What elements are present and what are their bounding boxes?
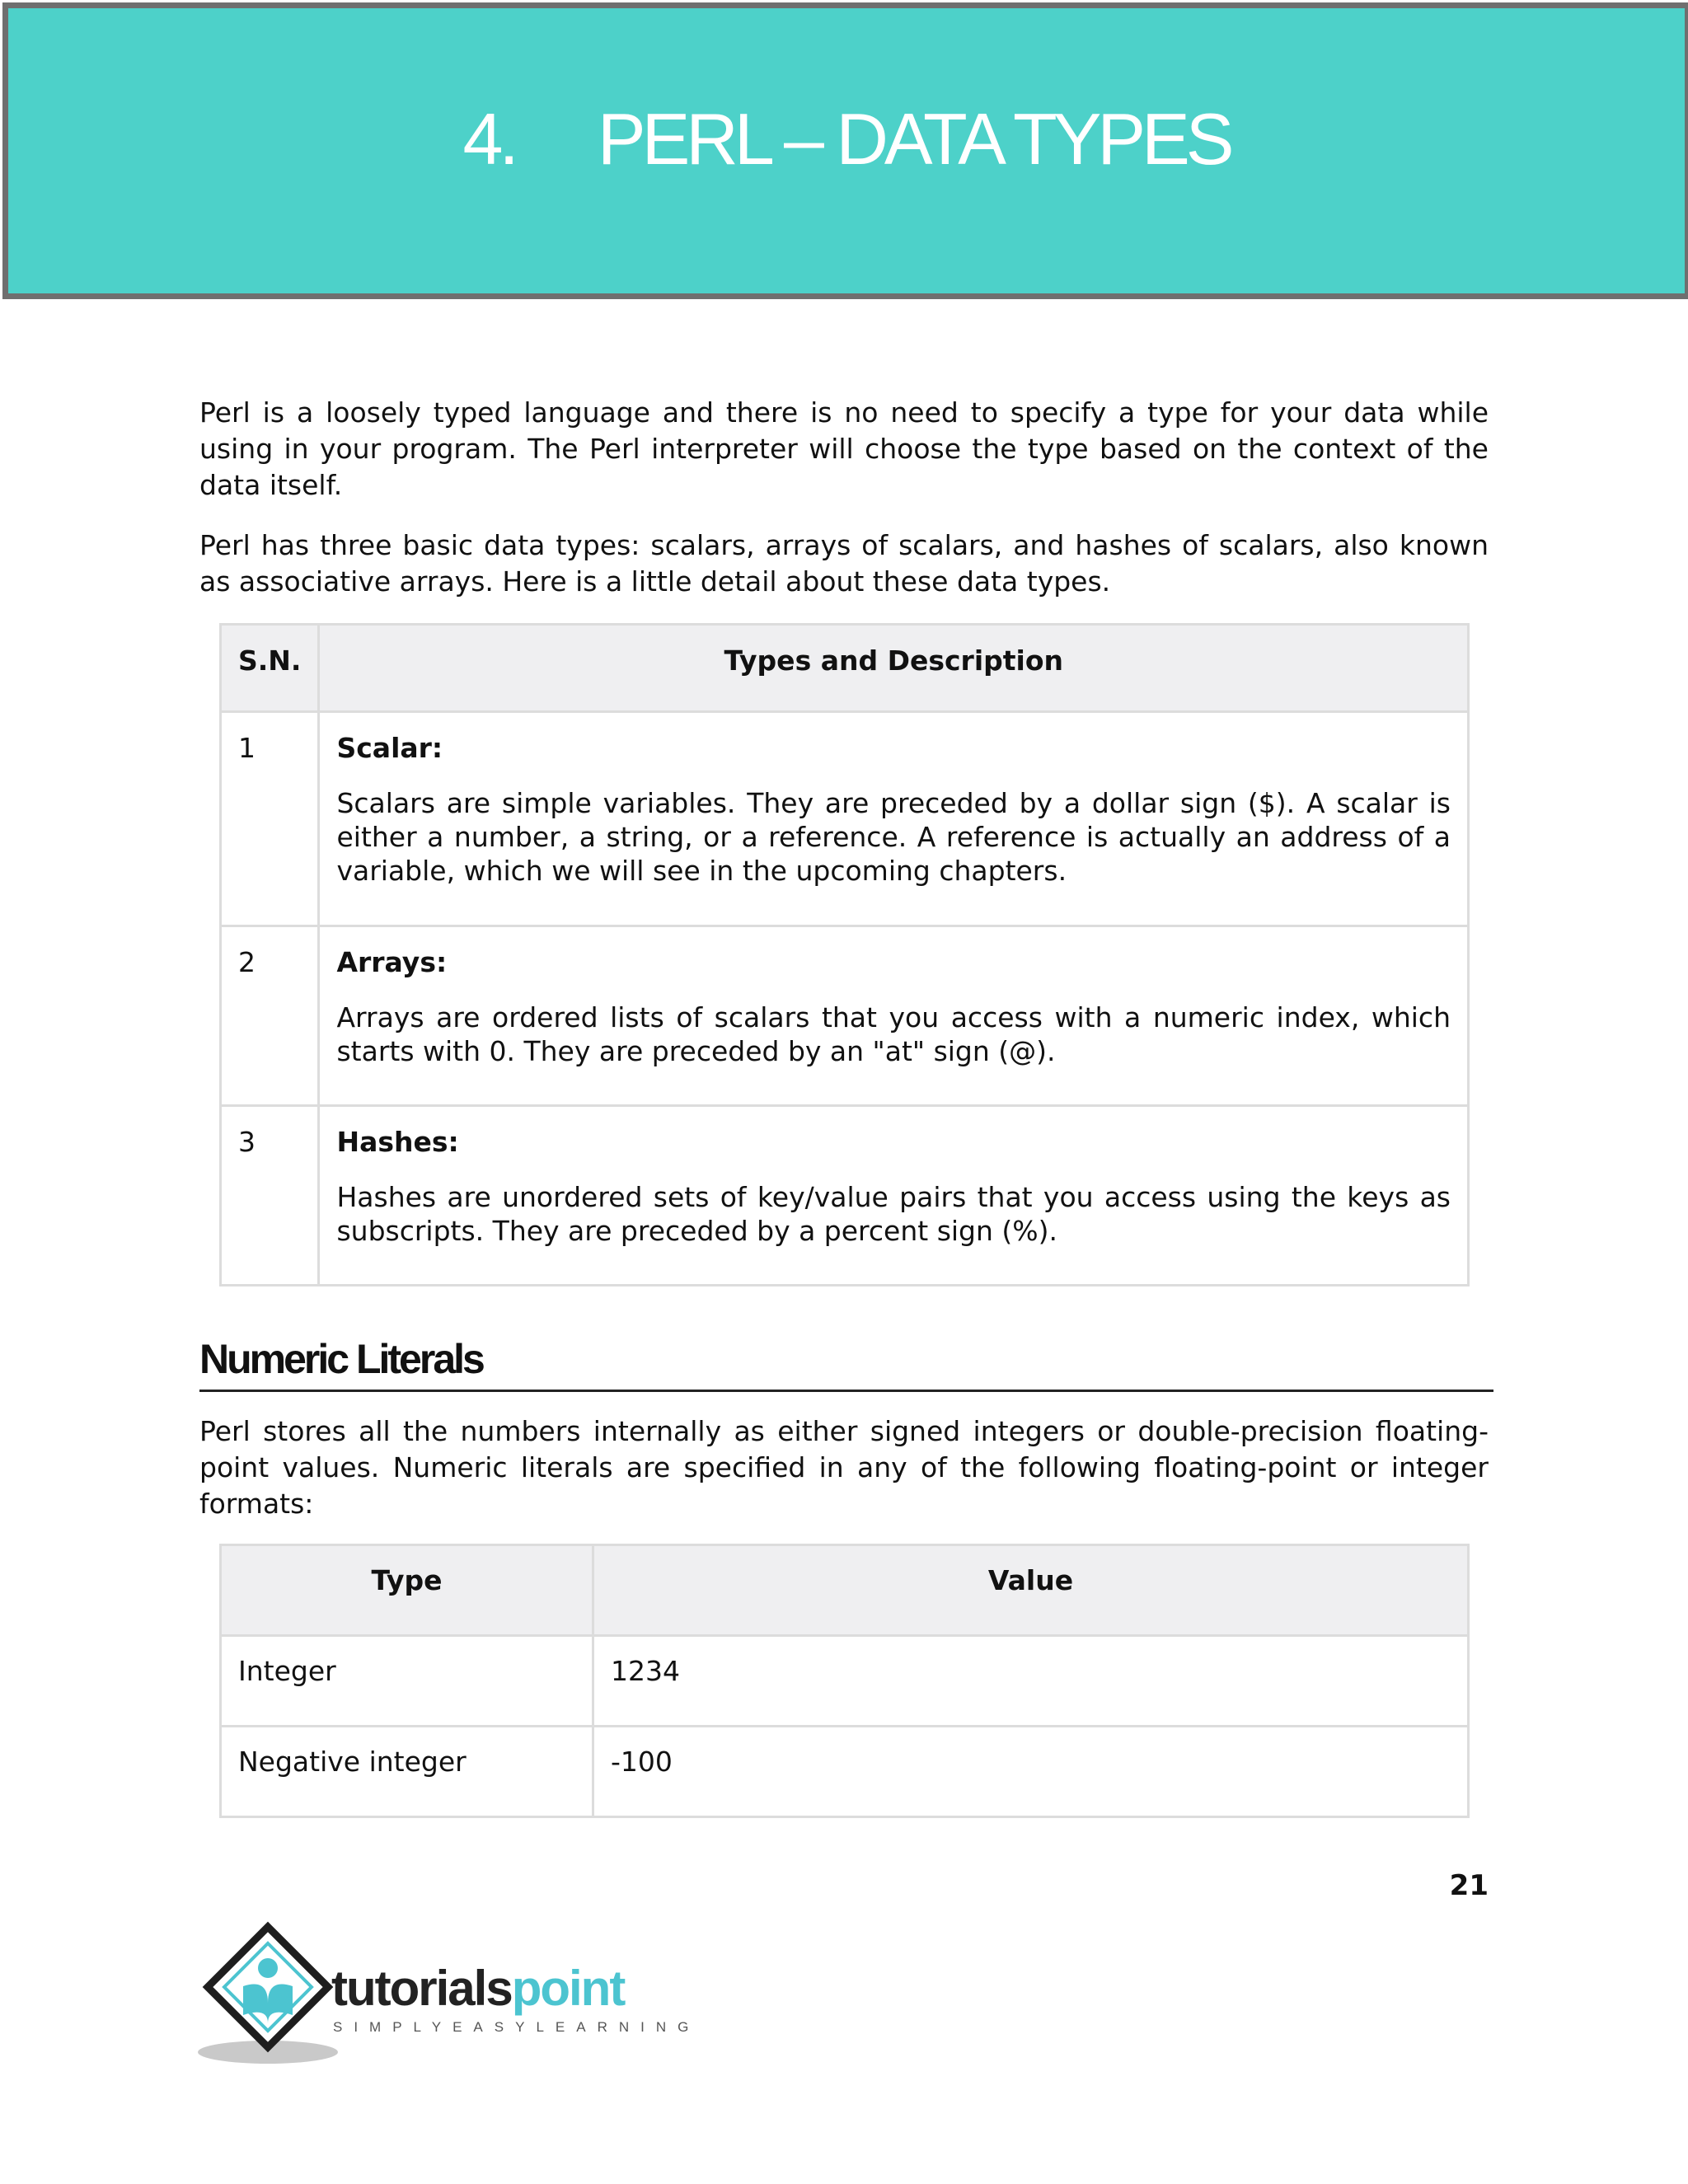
cell-type: Negative integer xyxy=(221,1727,593,1817)
row-description-cell xyxy=(319,926,1469,1106)
table-header-row xyxy=(221,625,1469,712)
table-row xyxy=(221,712,1469,926)
row-sn: 1 xyxy=(221,712,319,926)
intro-paragraph-2: Perl has three basic data types: scalars, arrays of scalars, and hashes of scalars, also known as associative arrays. Here is a little detail about these data types. xyxy=(199,529,1489,598)
row-description-cell xyxy=(319,712,1469,926)
type-description: Scalars are simple variables. They are preceded by a dollar sign ($). A scalar is either a number, a string, or a reference. A reference is actually an address of a variable, which we will see in the upcoming chapters. xyxy=(336,787,1451,887)
page-number: 21 xyxy=(1449,1869,1489,1902)
type-description: Hashes are unordered sets of key/value pairs that you access using the keys as subscripts. They are preceded by a percent sign (%). xyxy=(336,1181,1451,1247)
chapter-title xyxy=(8,97,1685,181)
table-row xyxy=(221,1106,1469,1286)
intro-paragraph-1: Perl is a loosely typed language and there is no need to specify a type for your data while using in your program. The Perl interpreter will choose the type based on the context of the data itself. xyxy=(199,396,1489,501)
type-name: Hashes: xyxy=(336,1126,459,1158)
type-name: Scalar: xyxy=(336,732,443,764)
header-sn: S.N. xyxy=(221,625,319,712)
logo-diamond-icon xyxy=(198,1920,338,2069)
section-heading-numeric-literals: Numeric Literals xyxy=(199,1335,1493,1392)
type-name: Arrays: xyxy=(336,946,448,978)
logo-text xyxy=(331,1960,624,2017)
logo-text-accent: point xyxy=(511,1961,625,2016)
chapter-banner xyxy=(2,2,1688,299)
numeric-literals-table xyxy=(219,1544,1470,1818)
row-description-cell xyxy=(319,1106,1469,1286)
row-sn: 3 xyxy=(221,1106,319,1286)
tutorialspoint-logo xyxy=(198,1920,701,2069)
header-value: Value xyxy=(593,1545,1469,1636)
row-sn: 2 xyxy=(221,926,319,1106)
logo-text-main: tutorials xyxy=(331,1961,512,2016)
cell-value: -100 xyxy=(593,1727,1469,1817)
logo-tagline: SIMPLYEASYLEARNING xyxy=(333,2019,701,2035)
numeric-literals-paragraph: Perl stores all the numbers internally as either signed integers or double-precision floating-point values. Numeric literals are specified in any of the following floating-point or integer formats: xyxy=(199,1415,1489,1520)
table-row xyxy=(221,1636,1469,1727)
data-types-table xyxy=(219,623,1470,1286)
cell-value: 1234 xyxy=(593,1636,1469,1727)
table-row xyxy=(221,926,1469,1106)
chapter-number: 4. xyxy=(462,98,515,180)
table-header-row xyxy=(221,1545,1469,1636)
header-types-description: Types and Description xyxy=(319,625,1469,712)
header-type: Type xyxy=(221,1545,593,1636)
table-row xyxy=(221,1727,1469,1817)
chapter-title-text: PERL – DATA TYPES xyxy=(597,98,1231,180)
cell-type: Integer xyxy=(221,1636,593,1727)
type-description: Arrays are ordered lists of scalars that you access with a numeric index, which starts with 0. They are preceded by an "at" sign (@). xyxy=(336,1001,1451,1067)
